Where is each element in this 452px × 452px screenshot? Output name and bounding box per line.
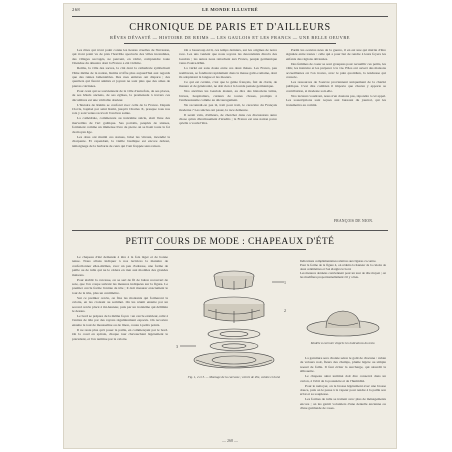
paragraph: Nos ancêtres les Gaulois étaient, au dire des historiens latins, braves, hospitaliers, curieux de toutes choses, prompts à l'enthousiasme comme au découragement.	[179, 89, 277, 103]
paragraph: Les obus ont mutilé ces statues, brisé les vitraux, incendié la charpente. Et cependant, la vieille basilique est encore debout, témoignage de la barbarie de ceux qui l'ont frappée sans raison.	[72, 134, 170, 148]
header-rule	[72, 16, 388, 17]
page-folio: — 268 —	[222, 438, 238, 443]
paragraph: Le chapeau d'été demande à être à la fois léger et de bonne tenue. Nous allons indiquer à nos lectrices la manière de confectionner elles-mêmes, avec un peu d'adresse, une forme de paille ou de tulle qui ne le cédera en rien aux modèles des grandes maisons.	[72, 255, 168, 277]
paragraph: Le bord se prépare de la même façon : un cercle extérieur, relié à l'entrée de tête par des rayons régulièrement espacés. On recouvre ensuite le tout de mousseline ou de linon, cousu à petits points.	[72, 314, 168, 327]
chronique-column-3	[286, 48, 386, 216]
paragraph: Parmi les oeuvres nées de la guerre, il en est une qui mérite d'être signalée entre toutes : celle qui a pour but de rendre à leurs foyers les enfants des régions dévastées.	[286, 48, 386, 61]
paragraph: Les mesures données conviennent pour un tour de tête moyen ; on les modifiera proportionnellement s'il y a lieu.	[300, 271, 386, 279]
paragraph: Pour la forme de la figure 4, on réduira la hauteur de la calotte de deux centimètres et l'on élargira le bord.	[300, 263, 386, 271]
paragraph: On a beaucoup écrit, ces temps derniers, sur les origines de notre race. Les uns veulent que nous soyons les descendants directs des Gaulois ; les autres nous rattachent aux Francs, peuple germanique venu d'outre-Rhin.	[179, 48, 277, 66]
figure-label-1: 1	[284, 280, 286, 285]
chronique-rule	[124, 43, 336, 44]
figure-label-3: 3	[176, 344, 178, 349]
small-figure-caption: Modèle à exécuter d'après les indications du texte.	[310, 341, 376, 345]
author-signature: FRANÇOIS DE NION.	[334, 219, 374, 223]
chronique-column-2	[179, 48, 277, 228]
cours-title: PETIT COURS DE MODE : CHAPEAUX D'ÉTÉ	[125, 236, 335, 247]
chronique-column-1	[72, 48, 170, 228]
paragraph: Les formes de tulle se traitent avec plus de ménagements encore ; on les garnit volontiers d'une dentelle ancienne ou d'une guirlande de roses.	[300, 397, 386, 411]
paragraph: Les ressources de l'oeuvre proviennent uniquement de la charité publique. C'est dire combien il importe que chacun y apporte sa contribution, si modeste soit-elle.	[286, 80, 386, 93]
journal-name: LE MONDE ILLUSTRÉ	[201, 7, 259, 12]
figure-label-2: 2	[284, 308, 286, 313]
paragraph: Nos lecteurs voudront, nous n'en doutons pas, répondre à cet appel. Les souscriptions sont reçues aux bureaux du journal, qui les transmettra au comité.	[286, 93, 386, 107]
hat-frame-illustration	[172, 262, 296, 374]
paragraph: Indications complémentaires relatives aux figures ci-contre.	[300, 260, 377, 263]
paragraph: Pour le nettoyer, on le brosse légèrement avec une brosse douce, puis on le passe à la vapeur pour rendre à la paille son éclat et sa souplesse.	[300, 383, 386, 397]
paragraph: Pour ceux qui se souviennent de la ville d'autrefois, de ses places, de ses hôtels anciens, de ses églises, la promenade à travers ces décombres est une véritable douleur.	[72, 88, 170, 102]
paragraph: Les êtres qui n'ont point connu les heures cruelles de l'invasion, qui n'ont point vu de près l'horrible spectacle des villes incendiées, des villages saccagés, ne peuvent, en vérité, comprendre toute l'étendue du désastre dont la France a été victime.	[72, 48, 170, 66]
figure-notes	[300, 260, 386, 302]
section-rule	[72, 230, 388, 231]
paragraph: Il ne reste plus qu'à poser la paille, en commençant par le bord. On la coud en spirale, chaque tour chevauchant légèrement le précédent, et l'on termine par la calotte.	[72, 327, 168, 341]
paragraph: La cathédrale, commencée au treizième siècle, était l'une des merveilles de l'art gothique. Ses portails, peuplés de statues, formaient comme un immense livre de pierre où se lisait toute la foi du moyen âge.	[72, 116, 170, 134]
chronique-subtitle: RÊVES DÉVASTÉ — HISTOIRE DE REIMS — LES GAULOIS ET LES FRANCS — UNE BELLE OEUVRE	[110, 35, 350, 40]
paragraph: Pour établir la carcasse, on se sert de fil de laiton recouvert de soie, que l'on coupe suivant les mesures indiquées sur la figure. Le premier cercle forme l'entrée de tête ; il doit mesurer exactement le tour de la tête, plus un centimètre.	[72, 277, 168, 295]
cours-rule	[154, 249, 306, 250]
paragraph: L'histoire de Reims se confond avec celle de la France. Depuis Clovis, baptisé par saint Remi, jusqu'à Charles X, presque tous nos rois y sont venus recevoir l'onction sainte.	[72, 102, 170, 116]
paragraph: Reims, la ville des sacres, la cité dont la cathédrale symbolisait l'âme même de la nation, Reims n'offre plus aujourd'hui aux regards que des ruines lamentables. Des rues entières ont disparu ; des quartiers qui furent animés et joyeux ne sont plus que des amas de pierres calcinées.	[72, 66, 170, 88]
paragraph: Ce qui est certain, c'est que le génie français, fait de clarté, de mesure et de générosité, ne doit rien à la lourde pensée germanique.	[179, 80, 277, 89]
paragraph: Sur ce premier cercle, on fixe les montants qui formeront la calotte, en les croisant au sommet. On les réunit ensuite par un second cercle placé à mi-hauteur, puis par un troisième qui délimite le dessus.	[72, 295, 168, 314]
cours-column-1	[72, 255, 168, 433]
paragraph: Des femmes de coeur se sont groupées pour recueillir ces petits, les vêtir, les instruire et les préparer à la vie. Elles ont ouvert des maisons accueillantes où l'on trouve, avec le pain quotidien, la tendresse qui console.	[286, 61, 386, 80]
small-hat-illustration	[302, 304, 384, 340]
paragraph: La vérité est sans doute entre ces deux thèses. Les Francs, peu nombreux, se fondirent rapidement dans la masse gallo-romaine, dont ils adoptèrent la langue et les moeurs.	[179, 66, 277, 80]
paragraph: Ne reconnaît-on pas là, trait pour trait, le caractère du Français moderne ? Les siècles ont passé, la race demeure.	[179, 103, 277, 112]
chronique-title: CHRONIQUE DE PARIS ET D'AILLEURS	[129, 22, 331, 33]
paragraph: La garniture sera choisie selon le goût de chacune : ruban de velours noir, fleurs des champs, plume légère ou simple noeud de faille. Il faut éviter la surcharge, qui alourdit la silhouette.	[300, 356, 386, 374]
page-number: 268	[72, 7, 81, 12]
cours-column-3	[300, 356, 386, 434]
figure-caption: Fig. 1, 2 et 3. — Montage de la carcasse ; entrée de tête, calotte et bord.	[187, 375, 281, 379]
paragraph: Il serait vain, d'ailleurs, de chercher dans ces discussions autre chose qu'un divertissement d'érudits ; la France est une nation parce qu'elle a voulu l'être.	[179, 112, 277, 126]
paragraph: Le chapeau ainsi terminé doit être conservé dans un carton, à l'abri de la poussière et de l'humidité.	[300, 374, 386, 383]
magazine-page	[64, 4, 396, 448]
